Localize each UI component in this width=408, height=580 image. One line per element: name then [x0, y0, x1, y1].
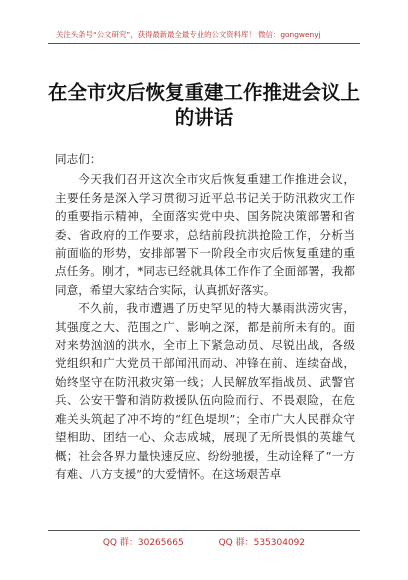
- footer-qq-group-2: QQ 群：535304092: [218, 538, 306, 548]
- header-promo-note: 关注头条号“公文研究”，获得最新最全最专业的公文资料库！ 微信：gongwenyj: [56, 30, 321, 39]
- header-divider: [48, 43, 360, 44]
- footer: [0, 535, 408, 548]
- footer-qq-group-1: QQ 群：30265665: [102, 538, 184, 548]
- salutation: 同志们：: [55, 152, 102, 166]
- body-paragraph-2: 不久前，我市遭遇了历史罕见的特大暴雨洪涝灾害，其强度之大、范围之广、影响之深，都是前所未有的。面对来势汹汹的洪水，全市上下紧急动员、尽锐出战，各级党组织和广大党员干部闻汛而动、冲锋在前、连续奋战，始终坚守在防汛救灾第一线；人民解放军指战员、武警官兵、公安干警和消防救援队伍向险而行、不畏艰险，在危难关头筑起了冲不垮的“红色堤坝”；全市广大人民群众守望相助、团结一心、众志成城，展现了无所畏惧的英雄气概；社会各界力量快速反应、纷纷驰援，生动诠释了“一方有难、八方支援”的大爱情怀。在这场艰苦卓: [55, 301, 355, 481]
- document-title: 在全市灾后恢复重建工作推进会议上的讲话: [47, 81, 360, 129]
- document-body: [55, 150, 355, 483]
- footer-divider: [48, 530, 360, 531]
- body-paragraph-1: 今天我们召开这次全市灾后恢复重建工作推进会议，主要任务是深入学习贯彻习近平总书记关于防汛救灾工作的重要指示精神，全面落实党中央、国务院决策部署和省委、省政府的工作要求，总结前段抗洪抢险工作，分析当前面临的形势，安排部署下一阶段全市灾后恢复重建的重点任务。刚才，*同志已经就具体工作作了全面部署，我都同意，希望大家结合实际，认真抓好落实。: [55, 172, 355, 297]
